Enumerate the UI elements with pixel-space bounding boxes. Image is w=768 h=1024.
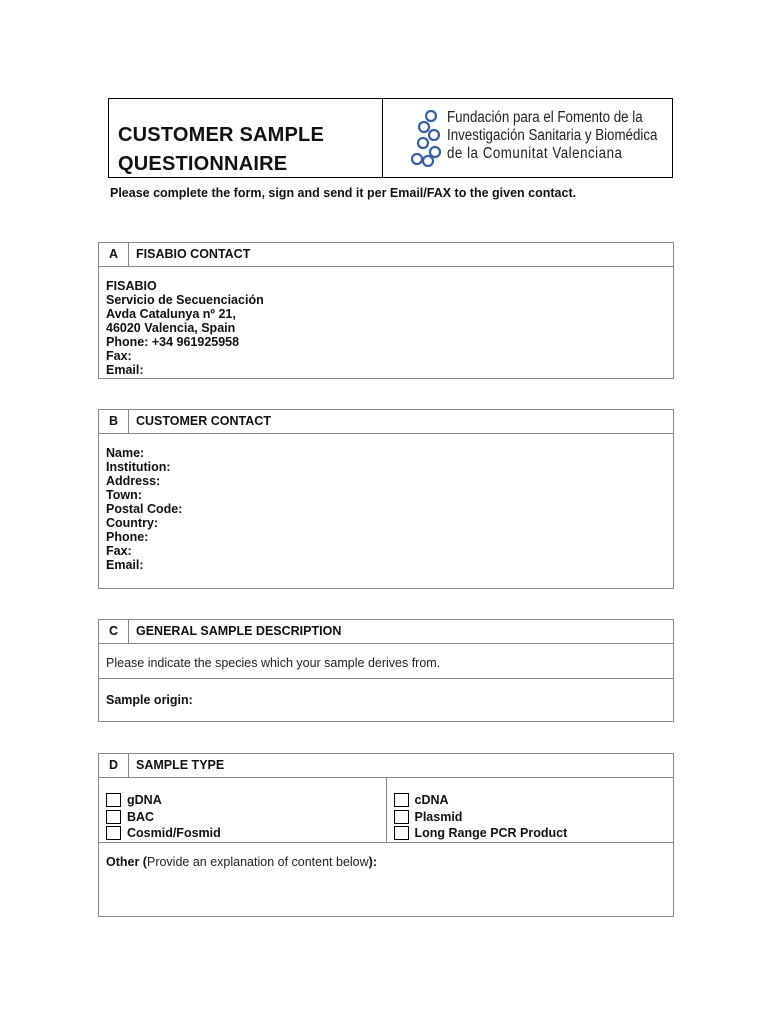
option-cosmid-fosmid[interactable]: [106, 825, 386, 842]
option-label: Long Range PCR Product: [414, 826, 568, 841]
fisabio-address: [99, 267, 673, 377]
checkbox[interactable]: [106, 810, 121, 824]
sample-type-options: [99, 778, 673, 843]
option-label: Cosmid/Fosmid: [127, 826, 221, 841]
logo-line-3: de la Comunitat Valenciana: [447, 145, 623, 162]
field-label[interactable]: Name:: [106, 446, 145, 460]
checkbox[interactable]: [394, 826, 409, 840]
form-title-line-1: CUSTOMER SAMPLE: [118, 124, 324, 146]
option-label: BAC: [127, 809, 155, 824]
section-title: CUSTOMER CONTACT: [136, 414, 271, 428]
sample-type-left-column: [99, 778, 387, 842]
checkbox[interactable]: [394, 810, 409, 824]
section-letter: A: [99, 243, 129, 266]
title-cell: [109, 99, 383, 177]
checkbox[interactable]: [394, 793, 409, 807]
section-customer-contact: [98, 409, 674, 589]
field-label[interactable]: Address:: [106, 474, 161, 488]
field-label[interactable]: Fax:: [106, 544, 132, 558]
section-a-header: [99, 243, 673, 267]
sample-type-right-column: [387, 778, 674, 842]
address-line: Fax:: [106, 349, 132, 363]
field-label[interactable]: Country:: [106, 516, 159, 530]
logo-line-1: Fundación para el Fomento de la: [447, 109, 643, 126]
section-letter: C: [99, 620, 129, 643]
address-line: Email:: [106, 363, 144, 377]
other-label-close: ):: [368, 855, 377, 869]
sample-origin-field[interactable]: Sample origin:: [106, 693, 193, 707]
section-letter: D: [99, 754, 129, 777]
logo-cell: [383, 99, 672, 177]
option-label: cDNA: [414, 793, 449, 808]
section-b-header: [99, 410, 673, 434]
section-sample-type: [98, 753, 674, 917]
option-bac[interactable]: [106, 809, 386, 826]
section-fisabio-contact: [98, 242, 674, 379]
address-line: Phone: +34 961925958: [106, 335, 240, 349]
section-title: SAMPLE TYPE: [136, 758, 225, 772]
option-gdna[interactable]: [106, 792, 386, 809]
option-cdna[interactable]: [394, 792, 674, 809]
form-title-line-2: QUESTIONNAIRE: [118, 153, 288, 175]
field-label[interactable]: Email:: [106, 558, 144, 572]
field-label[interactable]: Phone:: [106, 530, 149, 544]
species-instruction: Please indicate the species which your sample derives from.: [99, 644, 673, 679]
section-general-sample-description: [98, 619, 674, 722]
field-label[interactable]: Town:: [106, 488, 142, 502]
customer-fields[interactable]: [99, 434, 673, 572]
option-plasmid[interactable]: [394, 809, 674, 826]
address-line: 46020 Valencia, Spain: [106, 321, 236, 335]
section-letter: B: [99, 410, 129, 433]
fisabio-logo-icon: [409, 109, 445, 167]
address-line: Servicio de Secuenciación: [106, 293, 264, 307]
section-d-header: [99, 754, 673, 778]
section-title: FISABIO CONTACT: [136, 247, 251, 261]
form-header: [108, 98, 673, 178]
other-label: Other (: [106, 855, 147, 869]
form-instruction: Please complete the form, sign and send it per Email/FAX to the given contact.: [110, 186, 577, 200]
field-label[interactable]: Institution:: [106, 460, 171, 474]
field-label[interactable]: Postal Code:: [106, 502, 183, 516]
other-field[interactable]: [99, 843, 673, 869]
logo-text: [447, 109, 692, 163]
address-line: FISABIO: [106, 279, 157, 293]
section-title: GENERAL SAMPLE DESCRIPTION: [136, 624, 342, 638]
option-long-range-pcr[interactable]: [394, 825, 674, 842]
checkbox[interactable]: [106, 793, 121, 807]
section-c-header: [99, 620, 673, 644]
address-line: Avda Catalunya nº 21,: [106, 307, 236, 321]
logo-line-2: Investigación Sanitaria y Biomédica: [447, 127, 658, 144]
option-label: Plasmid: [414, 809, 463, 824]
checkbox[interactable]: [106, 826, 121, 840]
other-hint: Provide an explanation of content below: [146, 855, 369, 869]
option-label: gDNA: [127, 793, 162, 808]
